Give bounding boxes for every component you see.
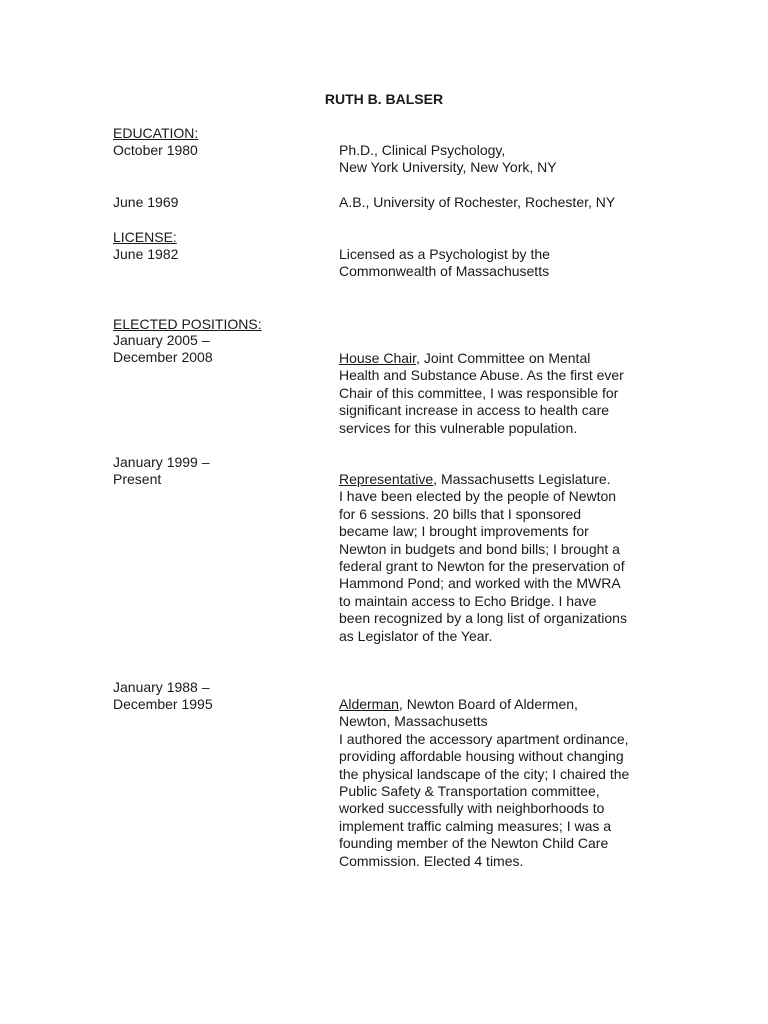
- desc-line: Newton, Massachusetts: [339, 713, 488, 730]
- desc-line: Licensed as a Psychologist by the: [339, 246, 550, 262]
- desc-line: founding member of the Newton Child Care: [339, 835, 609, 852]
- elected-entry-3-desc: [339, 696, 669, 870]
- desc-line: Public Safety & Transportation committee,: [339, 783, 600, 800]
- date-line: January 1988 –: [113, 679, 210, 695]
- desc-line: Ph.D., Clinical Psychology,: [339, 142, 506, 158]
- education-entry-2-date: [113, 194, 328, 211]
- desc-line: Chair of this committee, I was responsible for: [339, 384, 619, 401]
- date-line: October 1980: [113, 142, 198, 158]
- role-title: House Chair: [339, 350, 417, 366]
- desc-line: Health and Substance Abuse. As the first ever: [339, 367, 624, 384]
- elected-heading: ELECTED POSITIONS:: [113, 316, 262, 332]
- desc-line: I have been elected by the people of Newton: [339, 488, 617, 505]
- education-entry-1-date: [113, 142, 328, 159]
- desc-line: New York University, New York, NY: [339, 159, 557, 176]
- role-title: Representative: [339, 471, 434, 487]
- date-line: Present: [113, 471, 162, 488]
- role-line: [339, 696, 669, 713]
- desc-line: I authored the accessory apartment ordinance,: [339, 730, 629, 747]
- desc-line: federal grant to Newton for the preservation of: [339, 558, 625, 575]
- date-line: December 1995: [113, 696, 213, 713]
- license-entry-date: [113, 246, 328, 263]
- date-line: June 1982: [113, 246, 179, 262]
- desc-line: Commonwealth of Massachusetts: [339, 263, 550, 280]
- desc-line: to maintain access to Echo Bridge. I have: [339, 592, 597, 609]
- role-rest: , Massachusetts Legislature.: [433, 471, 611, 487]
- date-line: January 1999 –: [113, 454, 210, 470]
- elected-entry-2-date: [113, 454, 328, 489]
- date-line: December 2008: [113, 349, 213, 366]
- role-title: Alderman: [339, 696, 399, 712]
- license-entry-desc: [339, 246, 669, 281]
- role-line: [339, 350, 669, 367]
- elected-entry-1-date: [113, 332, 328, 367]
- desc-line: the physical landscape of the city; I chaired the: [339, 765, 630, 782]
- education-heading: EDUCATION:: [113, 125, 199, 141]
- role-rest: , Newton Board of Aldermen,: [398, 696, 578, 712]
- education-entry-2-desc: [339, 194, 669, 211]
- date-line: June 1969: [113, 194, 179, 210]
- resume-name: RUTH B. BALSER: [324, 91, 444, 107]
- desc-line: Commission. Elected 4 times.: [339, 852, 524, 869]
- desc-line: A.B., University of Rochester, Rochester, NY: [339, 194, 616, 210]
- desc-line: Hammond Pond; and worked with the MWRA: [339, 575, 621, 592]
- license-heading: LICENSE:: [113, 229, 177, 245]
- desc-line: been recognized by a long list of organizations: [339, 610, 627, 627]
- desc-line: for 6 sessions. 20 bills that I sponsored: [339, 505, 582, 522]
- education-entry-1-desc: [339, 142, 669, 177]
- role-line: [339, 471, 669, 488]
- desc-line: services for this vulnerable population.: [339, 419, 578, 436]
- elected-entry-2-desc: [339, 471, 669, 645]
- desc-line: significant increase in access to health care: [339, 402, 610, 419]
- desc-line: Newton in budgets and bond bills; I brought a: [339, 540, 620, 557]
- role-rest: , Joint Committee on Mental: [416, 350, 591, 366]
- desc-line: worked successfully with neighborhoods to: [339, 800, 605, 817]
- elected-entry-1-desc: [339, 350, 669, 437]
- desc-line: implement traffic calming measures; I was a: [339, 817, 612, 834]
- desc-line: as Legislator of the Year.: [339, 627, 493, 644]
- date-line: January 2005 –: [113, 332, 210, 348]
- elected-entry-3-date: [113, 679, 328, 714]
- desc-line: became law; I brought improvements for: [339, 523, 589, 540]
- desc-line: providing affordable housing without changing: [339, 748, 624, 765]
